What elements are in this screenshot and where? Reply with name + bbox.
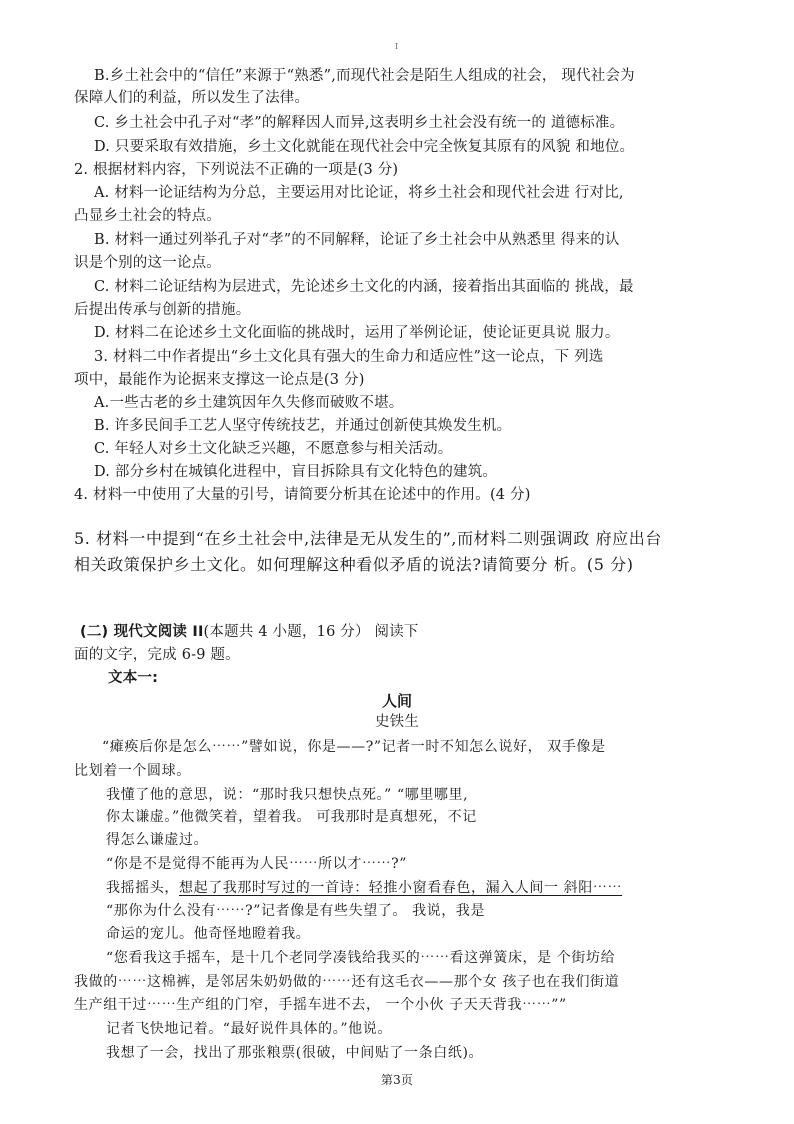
option-text-line: C. 材料二论证结构为层进式，先论述乡土文化的内涵，接着指出其面临的 挑战，最: [94, 279, 634, 295]
option-text-line: 保障人们的利益，所以发生了法律。: [74, 90, 310, 106]
underlined-poem-text: 想起了我那时写过的一首诗：轻推小窗看春色，漏入人间一 斜阳⋯⋯: [179, 880, 623, 896]
question-1-option-d: D. 只要采取有效措施，乡土文化就能在现代社会中完全恢复其原有的风貌 和地位。: [94, 139, 635, 155]
option-text-line: B. 材料一通过列举孔子对“孝”的不同解释，论证了乡土社会中从熟悉里 得来的认: [94, 232, 620, 248]
question-2-stem: 2. 根据材料内容，下列说法不正确的一项是(3 分): [74, 162, 399, 178]
option-text-line: 后提出传承与创新的措施。: [74, 302, 251, 318]
section-heading-line: 面的文字，完成 6-9 题。: [74, 647, 240, 663]
paragraph-line: 得怎么谦虚过。: [106, 832, 209, 848]
paragraph-line: 我做的⋯⋯这棉裤，是邻居朱奶奶做的⋯⋯还有这毛衣——那个女 孩子也在我们街道: [74, 974, 620, 990]
paragraph-line: 我懂了他的意思，说：“那时我只想快点死。” “哪里哪里,: [106, 787, 469, 803]
paragraph-line: 命运的宠儿。他奇怪地瞪着我。: [106, 926, 311, 942]
option-text-line: B.乡土社会中的“信任”来源于“熟悉”,而现代社会是陌生人组成的社会， 现代社会为: [94, 68, 635, 84]
question-1-option-c: C. 乡土社会中孔子对“孝”的解释因人而异,这表明乡土社会没有统一的 道德标准。: [94, 115, 625, 131]
article-paragraph: 记者飞快地记着。“最好说件具体的。”他说。: [106, 1021, 392, 1037]
question-3-option-b: B. 许多民间手工艺人坚守传统技艺，并通过创新使其焕发生机。: [94, 418, 512, 434]
section-heading-line: [80, 622, 419, 642]
article-paragraph: 我想了一会，找出了那张粮票(很破，中间贴了一条白纸)。: [106, 1045, 484, 1061]
question-3-option-c: C. 年轻人对乡土文化缺乏兴趣，不愿意参与相关活动。: [94, 441, 453, 457]
paragraph-line: “您看我这手摇车，是十几个老同学凑钱给我买的⋯⋯看这弹簧床，是 个街坊给: [106, 950, 616, 966]
option-text-line: 识是个别的这一论点。: [74, 255, 221, 271]
stem-text-line: 项中，最能作为论据来支撑这一论点是(3 分): [74, 372, 365, 388]
section-heading-rest: (本题共 4 小题，16 分） 阅读下: [203, 624, 419, 640]
question-text-line: 相关政策保护乡土文化。如何理解这种看似矛盾的说法?请简要分 析。(5 分): [74, 555, 634, 574]
paragraph-line: 生产组干过⋯⋯生产组的门窄，手摇车进不去， 一个小伙 子天天背我⋯⋯””: [74, 997, 567, 1013]
paragraph-text: 我摇摇头，: [106, 880, 179, 896]
paragraph-line: “瘫痪后你是怎么⋯⋯”譬如说，你是——?”记者一时不知怎么说好， 双手像是: [102, 739, 606, 755]
question-3-option-a: A.一些古老的乡土建筑因年久失修而破败不堪。: [94, 395, 404, 411]
stem-text-line: 3. 材料二中作者提出“乡土文化具有强大的生命力和适应性”这一论点，下 列选: [94, 349, 604, 365]
article-title: 人间: [381, 692, 412, 710]
option-text-line: A. 材料一论证结构为分总，主要运用对比论证，将乡土社会和现代社会进 行对比,: [94, 185, 624, 201]
paragraph-line: “那你为什么没有⋯⋯?”记者像是有些失望了。 我说，我是: [106, 903, 486, 919]
question-3-option-d: D. 部分乡村在城镇化进程中，盲目拆除具有文化特色的建筑。: [94, 464, 498, 480]
article-paragraph: “你是不是觉得不能再为人民⋯⋯所以才⋯⋯?”: [106, 856, 408, 872]
option-text-line: 凸显乡土社会的特点。: [74, 208, 221, 224]
question-2-option-d: D. 材料二在论述乡土文化面临的挑战时，运用了举例论证，使论证更具说 服力。: [94, 325, 620, 341]
question-4: 4. 材料一中使用了大量的引号，请简要分析其在论述中的作用。(4 分): [74, 487, 531, 503]
page-top-mark: I: [395, 42, 399, 51]
page-number: 第3页: [380, 1073, 414, 1087]
question-text-line: 5. 材料一中提到“在乡土社会中,法律是无从发生的”,而材料二则强调政 府应出台: [74, 529, 662, 548]
article-paragraph: [106, 878, 622, 898]
paragraph-line: 比划着一个圆球。: [74, 763, 191, 779]
section-heading-bold: (二) 现代文阅读 II: [80, 624, 204, 640]
text-one-label: 文本一:: [108, 670, 159, 686]
paragraph-line: 你太谦虚。”他微笑着，望着我。 可我那时是真想死，不记: [106, 809, 477, 825]
article-author: 史铁生: [374, 714, 420, 730]
